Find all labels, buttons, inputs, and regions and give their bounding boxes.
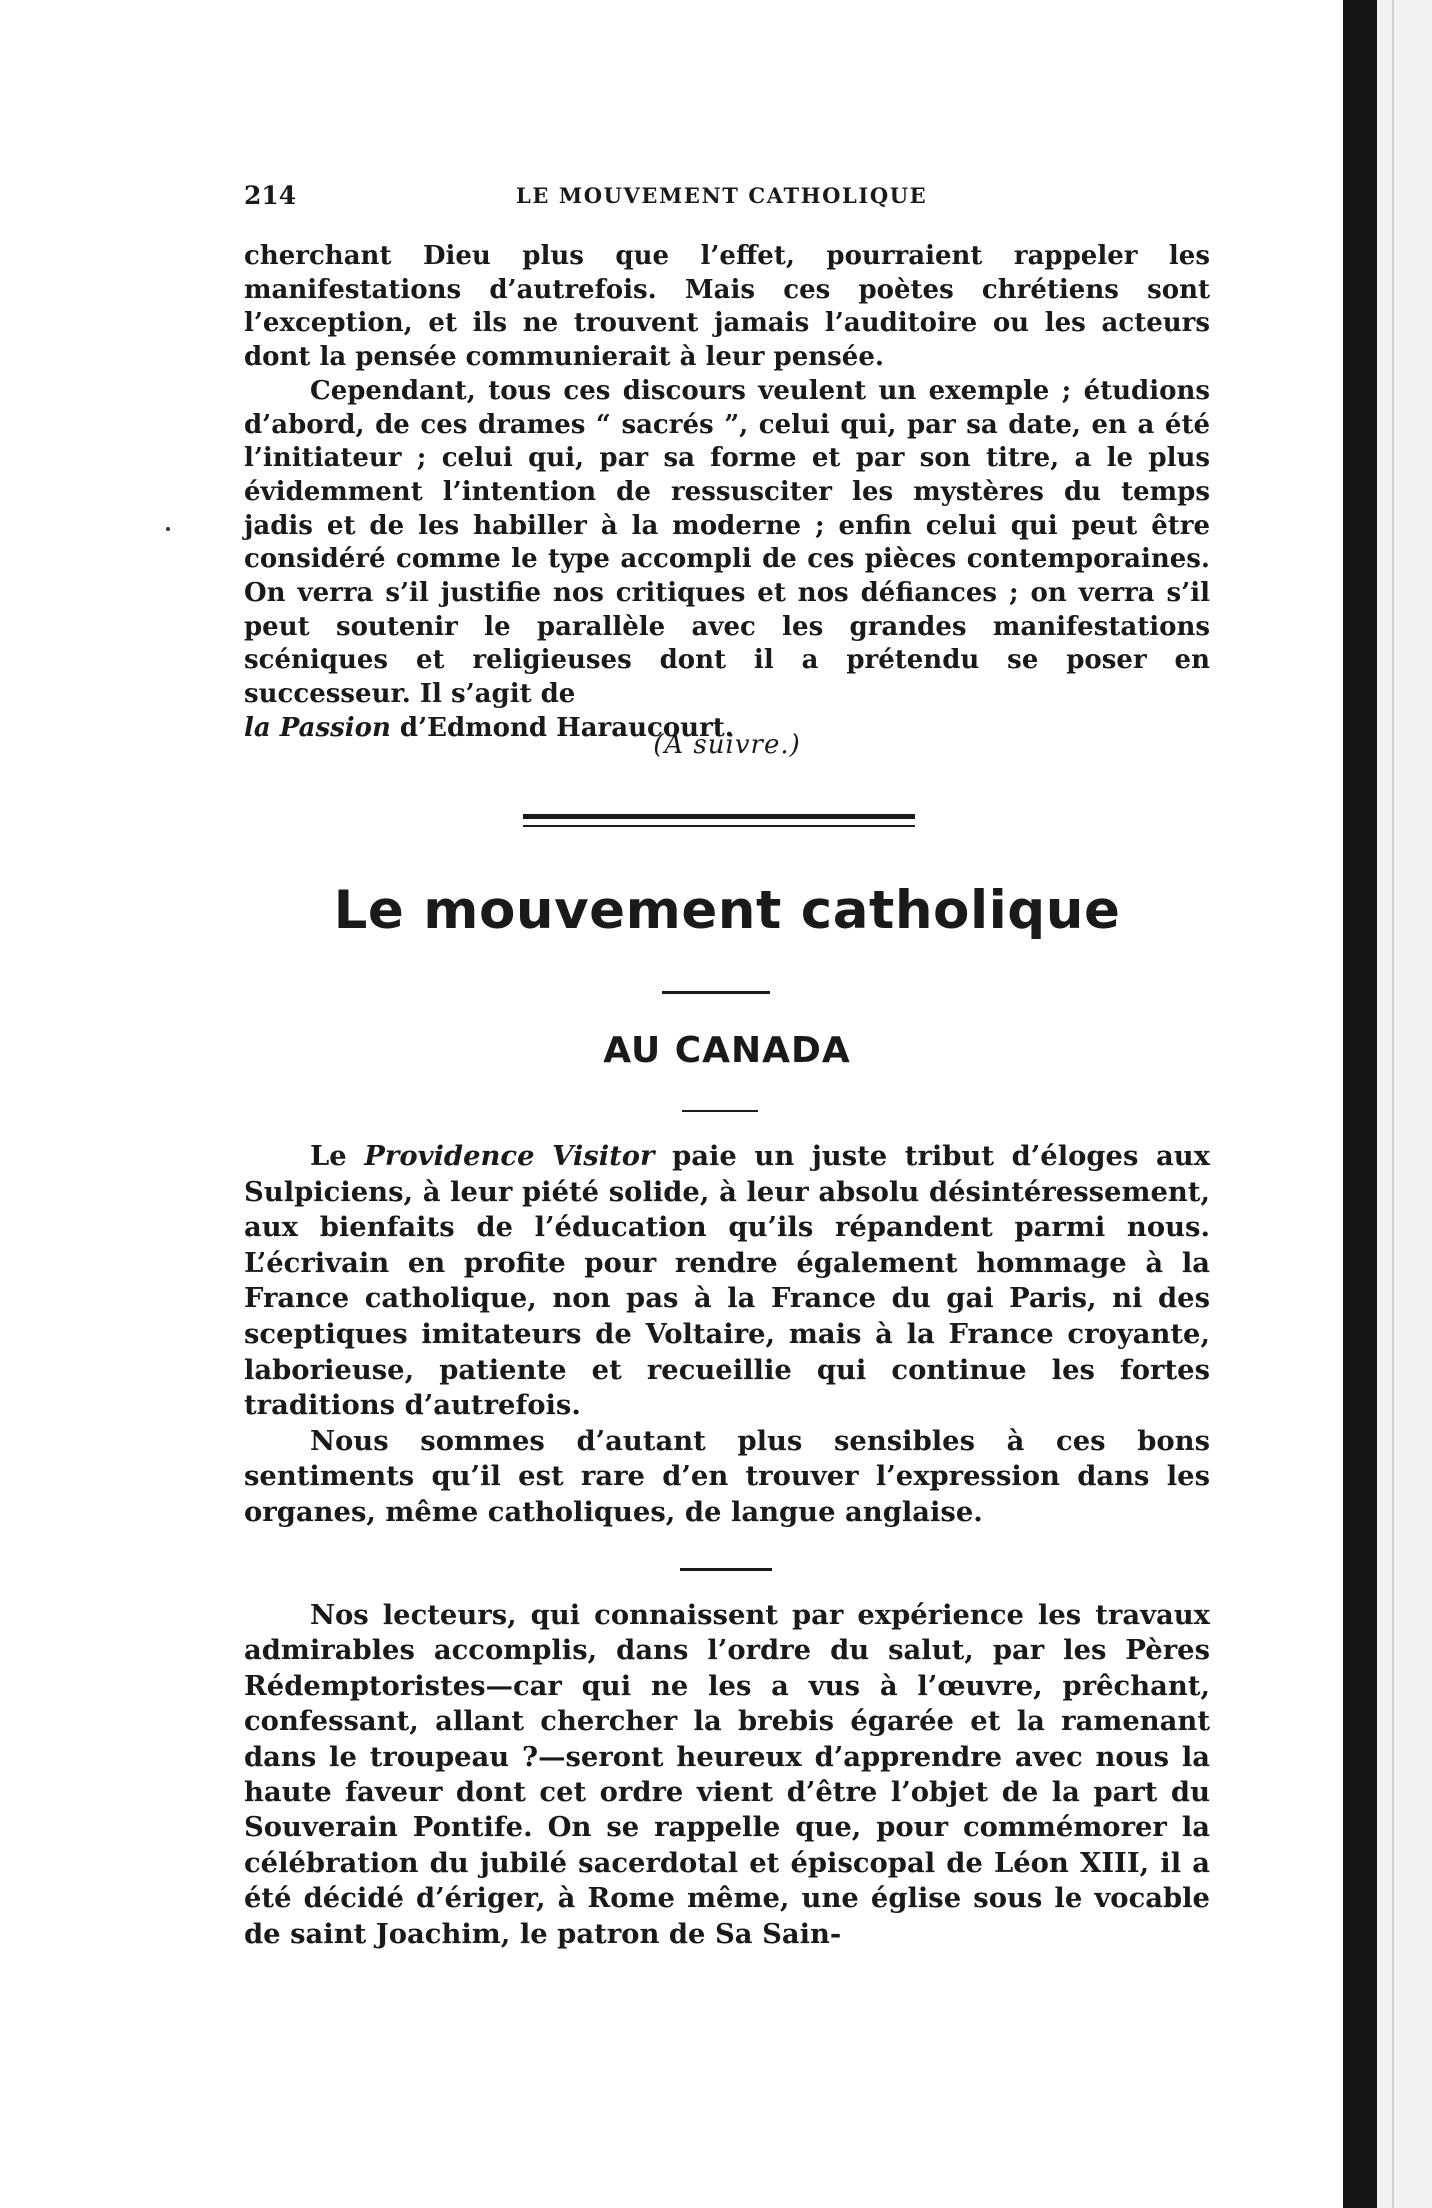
italic-title: la Passion — [244, 712, 391, 743]
facing-page-edge — [1377, 0, 1432, 2208]
paragraph — [244, 1139, 1210, 1424]
canada-article-text-2 — [244, 1598, 1210, 1952]
facing-page-line — [1392, 0, 1394, 2208]
paragraph-text: d’Edmond Haraucourt. — [390, 712, 734, 743]
paragraph — [244, 375, 1210, 746]
paragraph-text: paie un juste tribut d’éloges aux Sulpiciens, à leur piété solide, à leur absolu désintéressement, aux bienfaits de l’éducation qu’ils répandent parmi nous. L’écrivain en profite pour rendre également hommage à la France catholique, non pas à la France du gai Paris, ni des sceptiques imitateurs de Voltaire, mais à la France croyante, laborieuse, patiente et recueillie qui continue les fortes traditions d’autrefois. — [244, 1140, 1210, 1422]
paragraph-text: Le — [310, 1140, 365, 1172]
page-number: 214 — [244, 181, 297, 210]
section-divider — [523, 814, 915, 827]
canada-article-text — [244, 1139, 1210, 1531]
short-rule — [680, 1568, 772, 1571]
paragraph: Nous sommes d’autant plus sensibles à ces bons sentiments qu’il est rare d’en trouver l’expression dans les organes, même catholiques, de langue anglaise. — [244, 1424, 1210, 1528]
running-title: LE MOUVEMENT CATHOLIQUE — [516, 183, 928, 208]
speck — [166, 527, 170, 531]
section-title: Le mouvement catholique — [333, 880, 1121, 941]
paragraph-text: Cependant, tous ces discours veulent un exemple ; étudions d’abord, de ces drames “ sacrés ”, celui qui, par sa date, en a été l’initiateur ; celui qui, par sa forme et par son titre, a le plus évidemment l’intention de ressusciter les mystères du temps jadis et de les habiller à la moderne ; enfin celui qui peut être considéré comme le type accompli de ces pièces contemporaines. On verra s’il justifie nos critiques et nos défiances ; on verra s’il peut soutenir le parallèle avec les grandes manifestations scéniques et religieuses dont il a prétendu se poser en successeur. Il s’agit de — [244, 375, 1210, 710]
short-rule — [662, 991, 770, 994]
scan-edge — [1343, 0, 1377, 2208]
italic-title: Providence Visitor — [364, 1140, 655, 1172]
running-head — [244, 181, 1214, 217]
divider-thin-line — [523, 825, 915, 827]
subsection-title: AU CANADA — [603, 1030, 851, 1071]
paragraph: Nos lecteurs, qui connaissent par expérience les travaux admirables accomplis, dans l’ordre du salut, par les Pères Rédemptoristes—car qui ne les a vus à l’œuvre, prêchant, confessant, allant chercher la brebis égarée et la ramenant dans le troupeau ?—seront heureux d’apprendre avec nous la haute faveur dont cet ordre vient d’être l’objet de la part du Souverain Pontife. On se rappelle que, pour commémorer la célébration du jubilé sacerdotal et épiscopal de Léon XIII, il a été décidé d’ériger, à Rome même, une église sous le vocable de saint Joachim, le patron de Sa Sain- — [244, 1599, 1210, 1950]
short-rule — [682, 1110, 758, 1112]
to-be-continued: (A suivre.) — [653, 730, 801, 760]
divider-thick-line — [523, 814, 915, 819]
paragraph: cherchant Dieu plus que l’effet, pourraient rappeler les manifestations d’autrefois. Mais ces poètes chrétiens sont l’exception, et ils ne trouvent jamais l’auditoire ou les acteurs dont la pensée communierait à leur pensée. — [244, 241, 1210, 373]
previous-article-text — [244, 240, 1210, 746]
